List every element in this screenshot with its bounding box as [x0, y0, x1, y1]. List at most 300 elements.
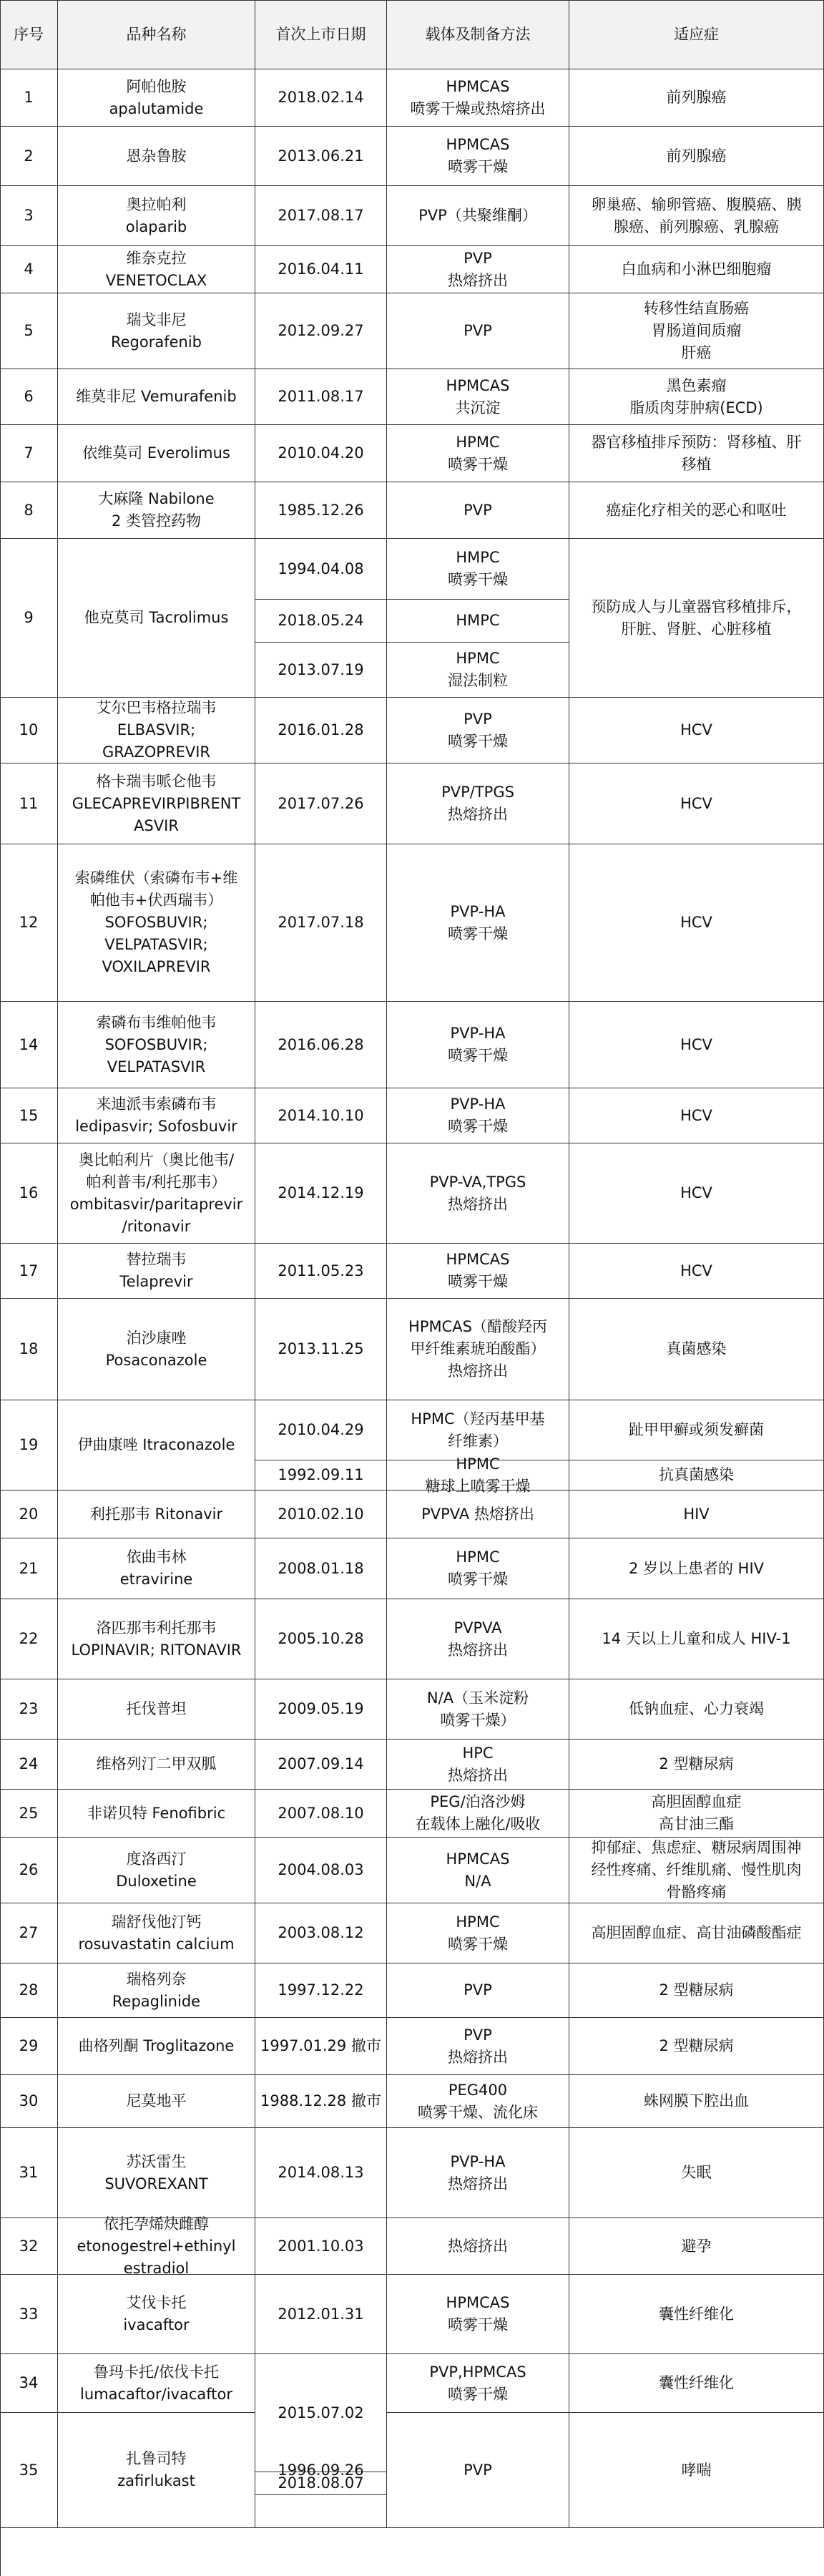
indication — [569, 1963, 824, 2018]
row-number: 23 — [0, 1679, 58, 1740]
launch-date-line: 2013.06.21 — [278, 147, 364, 165]
indication-line: 2 型糖尿病 — [659, 2037, 734, 2054]
carrier-method-line: PVPVA — [453, 1619, 502, 1636]
drug-name — [58, 1679, 255, 1740]
row-number: 26 — [0, 1838, 58, 1903]
drug-name-line: 依托孕烯炔雌醇 — [104, 2215, 209, 2233]
carrier-method-line: HPMC — [456, 1913, 500, 1931]
indication-line: 黑色素瘤 — [666, 376, 727, 394]
indication-line: 高胆固醇血症、高甘油磷酸酯症 — [591, 1924, 802, 1941]
drug-name-line: 托伐普坦 — [126, 1700, 187, 1717]
launch-date — [255, 425, 387, 482]
drug-name-line: 维格列汀二甲双胍 — [96, 1755, 217, 1772]
carrier-method-line: PVP-HA — [450, 1096, 506, 1113]
carrier-method-line: N/A（玉米淀粉 — [426, 1689, 529, 1707]
drug-name — [58, 127, 255, 186]
drug-name — [58, 2413, 255, 2528]
drug-name — [58, 1903, 255, 1963]
carrier-method — [387, 1838, 569, 1903]
carrier-method-line: 热熔挤出 — [448, 1766, 508, 1784]
drug-name — [58, 844, 255, 1002]
indication — [569, 1143, 824, 1244]
indication — [569, 69, 824, 127]
launch-date-line: 1997.12.22 — [278, 1981, 364, 1999]
drug-name-line: 索磷布韦维帕他韦 — [96, 1013, 217, 1031]
drug-name — [58, 293, 255, 369]
launch-date — [255, 763, 387, 844]
drug-name — [58, 1143, 255, 1244]
carrier-method-line: 糖球上喷雾干燥 — [425, 1477, 531, 1495]
drug-name — [58, 1491, 255, 1538]
drug-name-line: 格卡瑞韦哌仑他韦 — [96, 772, 217, 790]
indication — [569, 1538, 824, 1599]
header-no: 序号 — [0, 0, 58, 69]
launch-date-line: 2017.08.17 — [278, 207, 364, 224]
indication — [569, 246, 824, 293]
launch-date-line: 1996.09.26 — [278, 2461, 364, 2479]
carrier-method — [387, 1143, 569, 1244]
launch-date — [255, 2075, 387, 2128]
indication-line: 失眠 — [681, 2164, 712, 2181]
header-indication: 适应症 — [569, 0, 824, 69]
drug-name-line: 瑞格列奈 — [126, 1970, 187, 1988]
carrier-method — [387, 246, 569, 293]
indication-line: 卵巢癌、输卵管癌、腹膜癌、胰 — [591, 195, 802, 213]
indication-line: 2 岁以上患者的 HIV — [628, 1559, 765, 1577]
drug-name-line: 苏沃雷生 — [126, 2152, 187, 2170]
drug-name-line: Duloxetine — [116, 1872, 197, 1890]
launch-date-line: 1992.09.11 — [278, 1466, 364, 1483]
drug-name — [58, 1244, 255, 1299]
carrier-method-line: HPMCAS — [446, 136, 510, 153]
carrier-method — [387, 698, 569, 763]
drug-name-line: 瑞戈非尼 — [126, 311, 187, 328]
launch-date-line: 2001.10.03 — [278, 2237, 364, 2255]
launch-date-line: 2017.07.18 — [278, 914, 364, 931]
drug-name-line: Repaglinide — [112, 1992, 201, 2010]
indication-line: 哮喘 — [681, 2461, 712, 2479]
launch-date — [255, 1740, 387, 1790]
row-number: 29 — [0, 2018, 58, 2075]
indication — [569, 844, 824, 1002]
drug-name-line: ivacaftor — [123, 2316, 190, 2333]
launch-date — [255, 539, 387, 600]
carrier-method — [387, 2354, 569, 2413]
carrier-method-line: 在载体上融化/吸收 — [415, 1815, 541, 1833]
launch-date-line: 2005.10.28 — [278, 1630, 364, 1647]
launch-date-line: 2013.11.25 — [278, 1340, 364, 1357]
indication-line: HCV — [680, 1106, 712, 1124]
header-date: 首次上市日期 — [255, 0, 387, 69]
indication — [569, 1903, 824, 1963]
indication-line: 避孕 — [681, 2237, 712, 2255]
row-number: 19 — [0, 1400, 58, 1491]
indication-line: 器官移植排斥预防：肾移植、肝 — [591, 433, 802, 451]
drug-name-line: GLECAPREVIRPIBRENT — [72, 794, 241, 812]
indication-line: HCV — [680, 914, 712, 931]
drug-name-line: 度洛西汀 — [126, 1850, 187, 1868]
indication — [569, 369, 824, 425]
carrier-method-line: HPMC — [456, 433, 500, 451]
launch-date — [255, 1838, 387, 1903]
indication-line: 转移性结直肠癌 — [644, 300, 749, 317]
header-method: 载体及制备方法 — [387, 0, 569, 69]
carrier-method-line: 喷雾干燥） — [440, 1711, 516, 1729]
drug-name-line: 恩杂鲁胺 — [126, 147, 187, 165]
row-number: 17 — [0, 1244, 58, 1299]
drug-name — [58, 698, 255, 763]
carrier-method — [387, 293, 569, 369]
launch-date-line: 2017.07.26 — [278, 794, 364, 812]
carrier-method-line: HPMCAS — [446, 1850, 510, 1868]
drug-name — [58, 1088, 255, 1143]
indication-line: HCV — [680, 1184, 712, 1201]
carrier-method-line: PVP-HA — [450, 1025, 506, 1042]
indication-line: 囊性纤维化 — [659, 2305, 734, 2323]
row-number: 33 — [0, 2275, 58, 2354]
launch-date-line: 2014.08.13 — [278, 2164, 364, 2181]
carrier-method — [387, 369, 569, 425]
indication-line: HIV — [683, 1505, 710, 1523]
indication — [569, 1244, 824, 1299]
carrier-method — [387, 1599, 569, 1679]
indication — [569, 763, 824, 844]
drug-name-line: 维莫非尼 Vemurafenib — [76, 388, 237, 405]
drug-name-line: 维奈克拉 — [126, 249, 187, 267]
carrier-method-line: 喷雾干燥、流化床 — [418, 2103, 538, 2121]
drug-name — [58, 2275, 255, 2354]
drug-name-line: 非诺贝特 Fenofibric — [87, 1804, 226, 1822]
drug-name-line: 扎鲁司特 — [126, 2450, 187, 2467]
carrier-method — [387, 2413, 569, 2528]
carrier-method-line: HPMC — [456, 1455, 500, 1473]
indication — [569, 1002, 824, 1088]
carrier-method-line: 热熔挤出 — [448, 2048, 508, 2066]
indication-line: 经性疼痛、纤维肌痛、慢性肌肉 — [591, 1861, 802, 1878]
indication — [569, 1400, 824, 1460]
indication-line: 脂质肉芽肿病(ECD) — [629, 399, 763, 416]
launch-date — [255, 1002, 387, 1088]
drug-name — [58, 369, 255, 425]
row-number: 27 — [0, 1903, 58, 1963]
carrier-method — [387, 1299, 569, 1400]
indication-line: 前列腺癌 — [666, 147, 727, 165]
header-name: 品种名称 — [58, 0, 255, 69]
drug-name-line: 大麻隆 Nabilone — [98, 490, 215, 507]
launch-date — [255, 2413, 387, 2528]
carrier-method-line: 喷雾干燥 — [448, 1935, 508, 1953]
indication — [569, 1679, 824, 1740]
drug-name — [58, 763, 255, 844]
launch-date-line: 2015.07.02 — [278, 2404, 364, 2421]
launch-date-line: 2007.09.14 — [278, 1755, 364, 1772]
launch-date — [255, 1143, 387, 1244]
carrier-method — [387, 1400, 569, 1460]
carrier-method-line: HPC — [462, 1744, 494, 1762]
carrier-method-line: PVP（共聚维酮） — [418, 207, 537, 224]
carrier-method — [387, 1679, 569, 1740]
launch-date — [255, 698, 387, 763]
carrier-method — [387, 2275, 569, 2354]
indication-line: 低钠血症、心力衰竭 — [629, 1700, 764, 1717]
row-number: 5 — [0, 293, 58, 369]
drug-name-line: 艾尔巴韦格拉瑞韦 — [96, 699, 217, 716]
carrier-method-line: 热熔挤出 — [448, 1641, 508, 1659]
row-number: 35 — [0, 2413, 58, 2528]
launch-date — [255, 1903, 387, 1963]
indication-line: HCV — [680, 1262, 712, 1279]
launch-date — [255, 1963, 387, 2018]
indication — [569, 1088, 824, 1143]
indication-line: 肝脏、肾脏、心脏移植 — [621, 620, 772, 638]
drug-name-line: 泊沙康唑 — [126, 1329, 187, 1347]
row-number: 32 — [0, 2218, 58, 2275]
drug-name — [58, 539, 255, 698]
launch-date — [255, 1790, 387, 1838]
drug-name-line: SUVOREXANT — [104, 2175, 208, 2192]
drug-name — [58, 186, 255, 246]
drug-name-line: zafirlukast — [117, 2472, 195, 2489]
indication-line: 前列腺癌 — [666, 89, 727, 106]
drug-name-line: Telaprevir — [119, 1273, 193, 1290]
launch-date-line: 2010.04.20 — [278, 444, 364, 462]
drug-name — [58, 1599, 255, 1679]
launch-date — [255, 643, 387, 698]
carrier-method — [387, 425, 569, 482]
indication — [569, 2075, 824, 2128]
indication-line: HCV — [680, 721, 712, 738]
carrier-method — [387, 1244, 569, 1299]
drug-name-line: 阿帕他胺 — [126, 77, 187, 95]
indication-line: 胃肠道间质瘤 — [651, 322, 742, 339]
carrier-method-line: 喷雾干燥 — [448, 1571, 508, 1588]
carrier-method — [387, 127, 569, 186]
drug-name-line: ombitasvir/paritaprevir — [69, 1195, 243, 1213]
carrier-method-line: PVP — [464, 501, 492, 519]
row-number: 25 — [0, 1790, 58, 1838]
row-number: 28 — [0, 1963, 58, 2018]
launch-date — [255, 1244, 387, 1299]
drug-name — [58, 1299, 255, 1400]
drug-name-line: ledipasvir; Sofosbuvir — [75, 1118, 237, 1135]
carrier-method-line: 热熔挤出 — [448, 1195, 508, 1213]
carrier-method-line: HPMC（羟丙基甲基 — [411, 1410, 545, 1428]
indication — [569, 2275, 824, 2354]
drug-name — [58, 2354, 255, 2413]
drug-name — [58, 1838, 255, 1903]
launch-date — [255, 1538, 387, 1599]
carrier-method-line: 喷雾干燥 — [448, 2316, 508, 2333]
row-number: 30 — [0, 2075, 58, 2128]
drug-name-line: 索磷维伏（索磷布韦+维 — [74, 869, 238, 887]
drug-name-line: etravirine — [119, 1571, 193, 1588]
launch-date-line: 1985.12.26 — [278, 501, 364, 519]
row-number: 24 — [0, 1740, 58, 1790]
carrier-method — [387, 186, 569, 246]
drug-name-line: 利托那韦 Ritonavir — [89, 1505, 223, 1523]
indication-line: 抑郁症、焦虑症、糖尿病周围神 — [591, 1839, 802, 1856]
drug-name-line: lumacaftor/ivacaftor — [80, 2385, 232, 2403]
row-number: 22 — [0, 1599, 58, 1679]
launch-date-line: 2016.01.28 — [278, 721, 364, 738]
launch-date-line: 1997.01.29 撤市 — [260, 2037, 381, 2054]
carrier-method-line: PEG400 — [448, 2081, 508, 2099]
carrier-method-line: 热熔挤出 — [448, 2237, 508, 2255]
launch-date — [255, 69, 387, 127]
drug-name-line: ELBASVIR; — [117, 721, 196, 738]
carrier-method-line: 湿法制粒 — [448, 672, 508, 689]
launch-date-line: 2018.08.07 — [278, 2474, 364, 2492]
carrier-method-line: N/A — [464, 1872, 491, 1890]
carrier-method-line: PVP — [464, 1981, 492, 1999]
carrier-method-line: 共沉淀 — [455, 399, 501, 416]
drug-name — [58, 482, 255, 539]
launch-date-line: 2018.05.24 — [278, 612, 364, 629]
carrier-method — [387, 2218, 569, 2275]
row-number: 31 — [0, 2128, 58, 2218]
launch-date — [255, 1460, 387, 1491]
launch-date-line: 2007.08.10 — [278, 1804, 364, 1822]
carrier-method-line: 喷雾干燥或热熔挤出 — [410, 99, 546, 117]
indication — [569, 2128, 824, 2218]
carrier-method-line: PVP-VA,TPGS — [429, 1173, 526, 1191]
drug-name-line: 伊曲康唑 Itraconazole — [77, 1436, 235, 1453]
row-number: 11 — [0, 763, 58, 844]
indication — [569, 1491, 824, 1538]
drug-name-line: 依维莫司 Everolimus — [82, 444, 230, 462]
launch-date — [255, 1299, 387, 1400]
drug-name-line: 帕利普韦/利托那韦） — [86, 1173, 227, 1191]
launch-date-line: 2009.05.19 — [278, 1700, 364, 1717]
launch-date-line: 2003.08.12 — [278, 1924, 364, 1941]
carrier-method-line: 喷雾干燥 — [448, 158, 508, 175]
row-number: 3 — [0, 186, 58, 246]
indication — [569, 539, 824, 698]
drug-name-line: LOPINAVIR; RITONAVIR — [71, 1641, 242, 1659]
launch-date-line: 2010.04.29 — [278, 1421, 364, 1438]
launch-date-line: 2012.01.31 — [278, 2305, 364, 2323]
launch-date-line: 2018.02.14 — [278, 89, 364, 106]
indication — [569, 2218, 824, 2275]
drug-name-line: /ritonavir — [122, 1217, 191, 1235]
launch-date — [255, 1599, 387, 1679]
indication-line: 蛛网膜下腔出血 — [644, 2092, 749, 2109]
drug-name-line: apalutamide — [109, 99, 204, 117]
drug-name — [58, 1790, 255, 1838]
row-number: 6 — [0, 369, 58, 425]
indication-line: 腺癌、前列腺癌、乳腺癌 — [614, 218, 779, 235]
launch-date-line: 2013.07.19 — [278, 660, 364, 678]
launch-date — [255, 186, 387, 246]
carrier-method — [387, 1002, 569, 1088]
drug-name — [58, 1400, 255, 1491]
row-number: 21 — [0, 1538, 58, 1599]
carrier-method-line: 热熔挤出 — [448, 1362, 508, 1380]
indication-line: 2 型糖尿病 — [659, 1755, 734, 1772]
row-number: 16 — [0, 1143, 58, 1244]
indication — [569, 1599, 824, 1679]
row-number: 9 — [0, 539, 58, 698]
carrier-method-line: PVP — [464, 710, 492, 728]
drug-name — [58, 1740, 255, 1790]
carrier-method — [387, 1088, 569, 1143]
launch-date-line: 2012.09.27 — [278, 322, 364, 339]
drug-name-line: 奥比帕利片（奥比他韦/ — [78, 1151, 235, 1169]
carrier-method-line: PVP/TPGS — [441, 784, 514, 801]
launch-date — [255, 369, 387, 425]
row-number: 34 — [0, 2354, 58, 2413]
indication-line: 癌症化疗相关的恶心和呕吐 — [606, 501, 787, 519]
carrier-method-line: HMPC — [456, 549, 500, 566]
launch-date — [255, 2275, 387, 2354]
launch-date — [255, 293, 387, 369]
indication-line: 抗真菌感染 — [659, 1466, 734, 1483]
carrier-method — [387, 1455, 569, 1495]
drug-name-line: etonogestrel+ethinyl — [77, 2237, 236, 2255]
indication-line: 趾甲甲癣或须发癣菌 — [629, 1421, 764, 1438]
carrier-method — [387, 600, 569, 643]
drug-name-line: Posaconazole — [105, 1351, 207, 1369]
launch-date — [255, 2018, 387, 2075]
carrier-method — [387, 1538, 569, 1599]
carrier-method-line: 纤维素） — [448, 1432, 508, 1450]
drug-name — [58, 1963, 255, 2018]
drug-name-line: 来迪派韦索磷布韦 — [96, 1096, 217, 1113]
indication — [569, 186, 824, 246]
drug-name-line: VELPATASVIR — [107, 1058, 206, 1075]
carrier-method-line: 热熔挤出 — [448, 271, 508, 289]
indication-line: 移植 — [681, 455, 712, 473]
drug-name-line: estradiol — [123, 2259, 190, 2277]
row-number: 8 — [0, 482, 58, 539]
launch-date — [255, 1491, 387, 1538]
drug-name-line: 依曲韦林 — [126, 1548, 187, 1566]
drug-name — [58, 425, 255, 482]
row-number: 7 — [0, 425, 58, 482]
row-number: 15 — [0, 1088, 58, 1143]
launch-date — [255, 246, 387, 293]
indication-line: 白血病和小淋巴细胞瘤 — [621, 260, 772, 278]
carrier-method — [387, 643, 569, 698]
indication — [569, 293, 824, 369]
drug-name-line: 曲格列酮 Troglitazone — [78, 2037, 235, 2054]
launch-date — [255, 127, 387, 186]
carrier-method — [387, 1740, 569, 1790]
carrier-method-line: HPMCAS — [446, 77, 510, 95]
launch-date-line: 1988.12.28 撤市 — [260, 2092, 381, 2109]
launch-date — [255, 844, 387, 1002]
drug-name-line: GRAZOPREVIR — [102, 743, 210, 761]
row-number: 4 — [0, 246, 58, 293]
carrier-method — [387, 539, 569, 600]
carrier-method-line: HPMCAS — [446, 376, 510, 394]
indication — [569, 425, 824, 482]
drug-name-line: 2 类管控药物 — [111, 512, 202, 530]
launch-date — [255, 1088, 387, 1143]
drug-name-line: 他克莫司 Tacrolimus — [84, 609, 229, 626]
carrier-method — [387, 482, 569, 539]
carrier-method — [387, 2128, 569, 2218]
carrier-method-line: 喷雾干燥 — [448, 571, 508, 588]
drug-name — [58, 2128, 255, 2218]
drug-name — [58, 1002, 255, 1088]
carrier-method-line: 热熔挤出 — [448, 806, 508, 823]
row-number: 1 — [0, 69, 58, 127]
carrier-method-line: PVP-HA — [450, 2152, 506, 2170]
carrier-method-line: PEG/泊洛沙姆 — [430, 1793, 526, 1810]
launch-date — [255, 1679, 387, 1740]
row-number: 14 — [0, 1002, 58, 1088]
